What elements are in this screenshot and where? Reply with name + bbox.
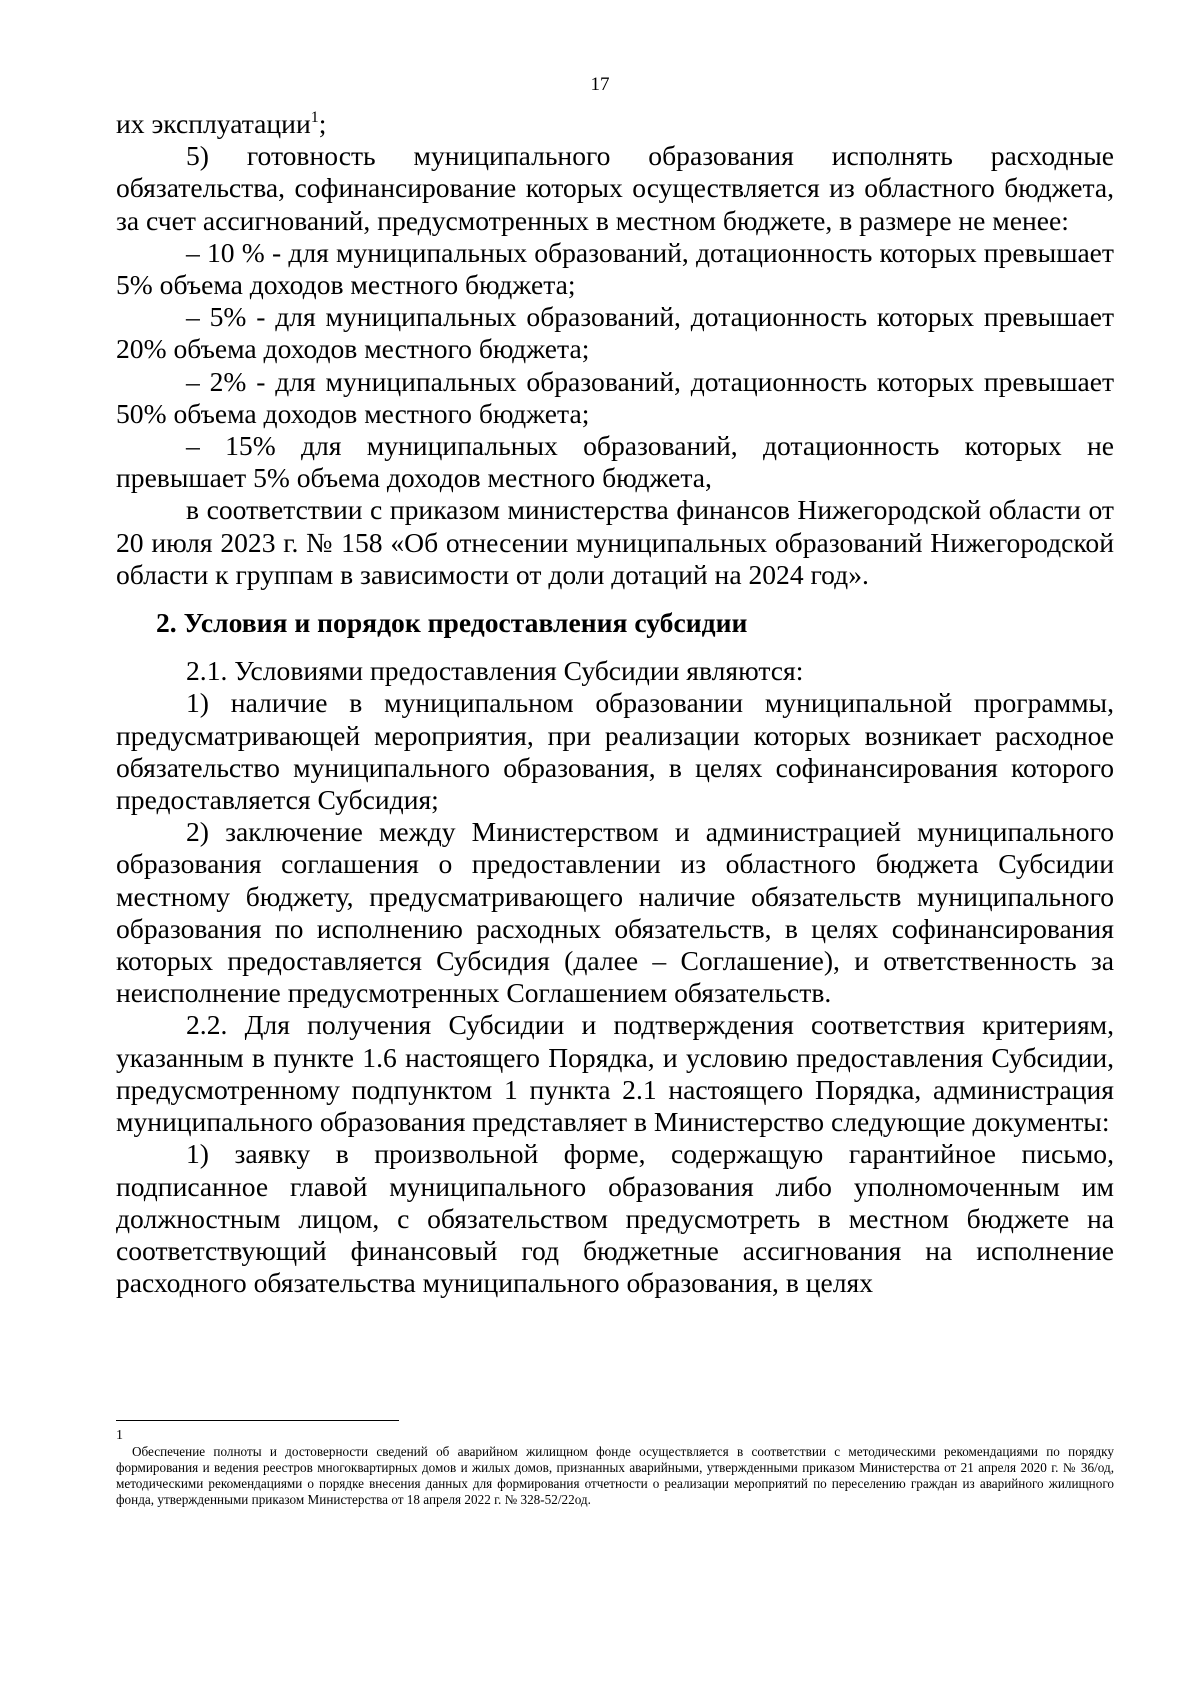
continuation-text: их эксплуатации bbox=[116, 108, 311, 139]
paragraph-order-reference: в соответствии с приказом министерства финансов Нижегородской области от 20 июля 2023 г. № 158 «Об отнесении муниципальных образований Нижегородской области к группам в зависимости от доли дотаций на 2024 год». bbox=[116, 494, 1114, 590]
paragraph-2-2-item-1: 1) заявку в произвольной форме, содержащую гарантийное письмо, подписанное главой муниципального образования либо уполномоченным им должностным лицом, с обязательством предусмотреть в местном бюджете на соответствующий финансовый год бюджетные ассигнования на исполнение расходного обязательства муниципального образования, в целях bbox=[116, 1138, 1114, 1299]
document-body bbox=[116, 108, 1114, 1299]
paragraph-2-2: 2.2. Для получения Субсидии и подтверждения соответствия критериям, указанным в пункте 1.6 настоящего Порядка, и условию предоставления Субсидии, предусмотренному подпунктом 1 пункта 2.1 настоящего Порядка, администрация муниципального образования представляет в Министерство следующие документы: bbox=[116, 1009, 1114, 1138]
footnote bbox=[116, 1428, 1114, 1508]
paragraph-2-1-item-1: 1) наличие в муниципальном образовании муниципальной программы, предусматривающей мероприятия, при реализации которых возникает расходное обязательство муниципального образования, в целях софинансирования которого предоставляется Субсидия; bbox=[116, 687, 1114, 816]
continuation-end: ; bbox=[318, 108, 327, 139]
footnote-mark: 1 bbox=[116, 1428, 123, 1443]
paragraph-continuation bbox=[116, 108, 1114, 140]
paragraph-bullet-2-percent: – 2% - для муниципальных образований, дотационность которых превышает 50% объема доходов местного бюджета; bbox=[116, 365, 1114, 429]
footnote-text: Обеспечение полноты и достоверности сведений об аварийном жилищном фонде осуществляется в соответствии с методическими рекомендациями по порядку формирования и ведения реестров многоквартирных домов и жилых домов, признанных аварийными, утвержденными приказом Министерства от 21 апреля 2020 г. № 36/од, методическими рекомендациями о порядке внесения данных для формирования отчетности о реализации мероприятий по переселению граждан из аварийного жилищного фонда, утвержденными приказом Министерства от 18 апреля 2022 г. № 328-52/22од. bbox=[116, 1444, 1114, 1507]
paragraph-bullet-15-percent: – 15% для муниципальных образований, дотационность которых не превышает 5% объема доходов местного бюджета, bbox=[116, 430, 1114, 494]
section-heading: 2. Условия и порядок предоставления субсидии bbox=[156, 607, 748, 639]
footnote-reference: 1 bbox=[310, 109, 319, 126]
paragraph-2-1-item-2: 2) заключение между Министерством и администрацией муниципального образования соглашения о предоставлении из областного бюджета Субсидии местному бюджету, предусматривающего наличие обязательств муниципального образования по исполнению расходных обязательств, в целях софинансирования которых предоставляется Субсидия (далее – Соглашение), и ответственность за неисполнение предусмотренных Соглашением обязательств. bbox=[116, 816, 1114, 1009]
paragraph-bullet-10-percent: – 10 % - для муниципальных образований, дотационность которых превышает 5% объема доходов местного бюджета; bbox=[116, 236, 1114, 301]
page-number: 17 bbox=[590, 74, 610, 95]
paragraph-bullet-5-percent: – 5% - для муниципальных образований, дотационность которых превышает 20% объема доходов местного бюджета; bbox=[116, 301, 1114, 365]
paragraph-2-1: 2.1. Условиями предоставления Субсидии являются: bbox=[186, 655, 804, 687]
paragraph-item-5: 5) готовность муниципального образования исполнять расходные обязательства, софинансирование которых осуществляется из областного бюджета, за счет ассигнований, предусмотренных в местном бюджете, в размере не менее: bbox=[116, 140, 1114, 236]
footnote-separator bbox=[116, 1420, 399, 1421]
